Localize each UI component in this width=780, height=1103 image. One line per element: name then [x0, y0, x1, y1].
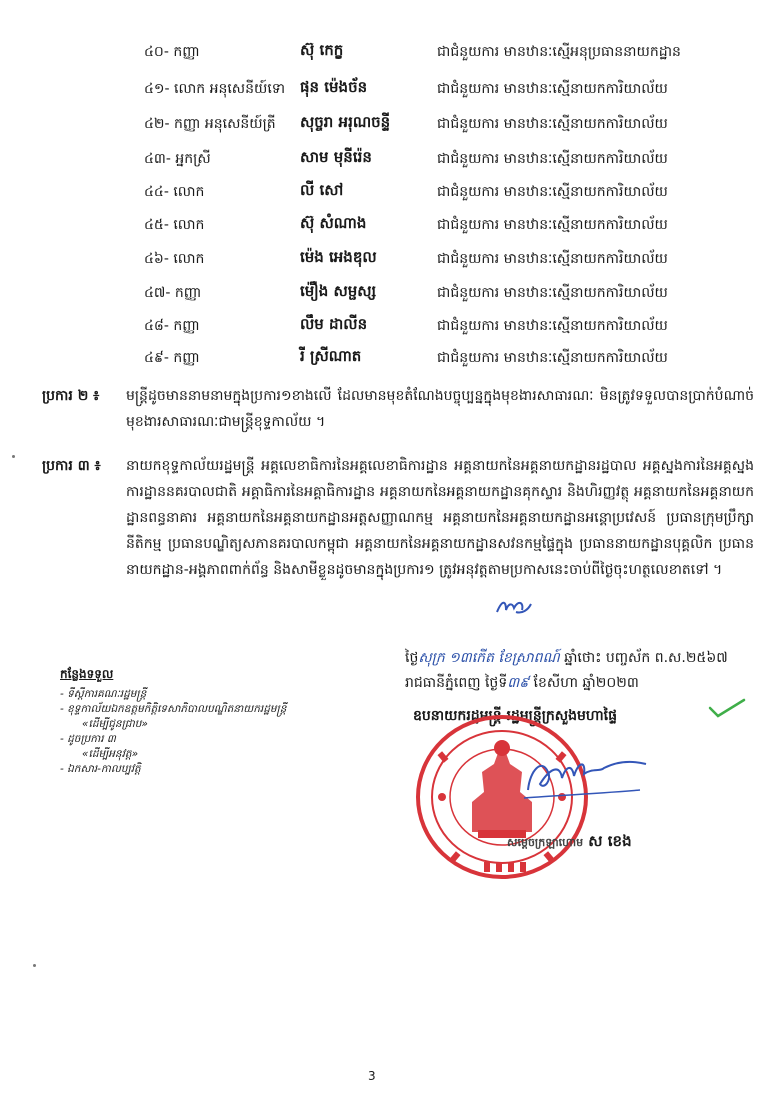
article-2-label: ប្រការ ២ ៖: [42, 388, 100, 404]
person-name: សុច្ចរា អរុណចន្ទី: [300, 113, 391, 131]
person-position: ជាជំនួយការ មានឋានៈស្មើនាយកការិយាល័យ: [437, 81, 668, 97]
solar-date-suffix: ខែសីហា ឆ្នាំ២០២៣: [529, 675, 639, 691]
signer-name: [507, 832, 632, 854]
person-number: ៤០- កញ្ញា: [144, 44, 200, 60]
person-name: រី ស្រីណាត: [300, 347, 362, 365]
person-position: ជាជំនួយការ មានឋានៈស្មើនាយកការិយាល័យ: [437, 285, 668, 301]
check-mark-icon: [706, 696, 746, 720]
person-number: ៤៤- លោក: [144, 184, 205, 200]
person-row: [0, 38, 780, 68]
person-number: ៤៥- លោក: [144, 217, 205, 233]
person-number: ៤៨- កញ្ញា: [144, 318, 200, 334]
recipients-list: [60, 687, 286, 777]
lunar-date-line: [405, 648, 728, 669]
person-position: ជាជំនួយការ មានឋានៈស្មើនាយកការិយាល័យ: [437, 116, 668, 132]
lunar-date-handwritten: សុក្រ ១៣កើត ខែស្រាពណ៍: [418, 650, 560, 666]
person-position: ជាជំនួយការ មានឋានៈស្មើនាយកការិយាល័យ: [437, 350, 668, 366]
article-2-body: មន្ត្រីដូចមាននាមនាមក្នុងប្រការ១ខាងលើ ដែលមានមុខតំណែងបច្ចុប្បន្នក្នុងមុខងារសាធារណៈ មិនត្រូវទទួលបានប្រាក់បំណាច់មុខងារសាធារណៈជាមន្ត្រីខុទ្ទកាល័យ ។: [126, 388, 754, 430]
person-row: [0, 312, 780, 342]
person-number: ៤១- លោក អនុសេនីយ៍ទោ: [144, 81, 286, 97]
person-number: ៤៩- កញ្ញា: [144, 350, 200, 366]
recipient-item: - ដូចប្រការ ៣: [60, 733, 116, 745]
scan-speck: [33, 964, 36, 967]
person-position: ជាជំនួយការ មានឋានៈស្មើនាយកការិយាល័យ: [437, 318, 668, 334]
recipient-item: - ឯកសារ-កាលប្បវត្តិ: [60, 763, 141, 775]
signer-name-prefix: សម្ដេចក្រឡាហោម: [507, 836, 584, 849]
article-3-label: ប្រការ ៣ ៖: [42, 458, 101, 474]
signer-title: ឧបនាយករដ្ឋមន្ត្រី រដ្ឋមន្ត្រីក្រសួងមហាផ្ទៃ: [413, 708, 618, 724]
recipient-item: - ខុទ្ទកាល័យឯកឧត្តមកិត្តិទេសាភិបាលបណ្ឌិតនាយករដ្ឋមន្ត្រី: [60, 703, 287, 715]
recipients-title: កន្លែងទទួល: [60, 667, 114, 681]
person-name: សាម មុនីរ៉េន: [300, 148, 372, 166]
person-name: លឹម ដាលីន: [300, 315, 368, 333]
article-3: [42, 453, 754, 633]
person-number: ៤៧- កញ្ញា: [144, 285, 202, 301]
recipient-item: «ដើម្បីអនុវត្ត»: [82, 748, 139, 760]
person-position: ជាជំនួយការ មានឋានៈស្មើនាយកការិយាល័យ: [437, 251, 668, 267]
person-row: [0, 110, 780, 140]
lunar-date-prefix: ថ្ងៃ: [405, 650, 419, 666]
recipient-item: - ទីស្ដីការគណៈរដ្ឋមន្ត្រី: [60, 688, 147, 700]
solar-date-line: [405, 673, 639, 694]
person-row: [0, 145, 780, 175]
scan-speck: [12, 455, 15, 458]
person-position: ជាជំនួយការ មានឋានៈស្មើនាយកការិយាល័យ: [437, 184, 668, 200]
person-row: [0, 178, 780, 208]
recipient-item: «ដើម្បីជូនជ្រាប»: [82, 718, 148, 730]
person-position: ជាជំនួយការ មានឋានៈស្មើនាយកការិយាល័យ: [437, 217, 668, 233]
person-number: ៤៣- អ្នកស្រី: [144, 151, 211, 167]
person-name: ផុន ម៉េងច័ន: [300, 78, 368, 96]
page-number: 3: [368, 1069, 376, 1083]
person-row: [0, 245, 780, 275]
person-name: លី សៅ: [300, 181, 344, 199]
signer-name-text: ស ខេង: [588, 832, 632, 850]
person-row: [0, 344, 780, 374]
solar-date-handwritten: ៣៩: [507, 675, 530, 691]
person-name: ស៊ុ សំណាង: [300, 214, 367, 232]
person-row: [0, 211, 780, 241]
person-name: ម៉េង អេងឌុល: [300, 248, 377, 266]
person-number: ៤៦- លោក: [144, 251, 205, 267]
lunar-date-suffix: ឆ្នាំថោះ បញ្ចស័ក ព.ស.២៥៦៧: [559, 650, 728, 666]
person-position: ជាជំនួយការ មានឋានៈស្មើអនុប្រធាននាយកដ្ឋាន: [437, 44, 681, 60]
solar-date-prefix: រាជធានីភ្នំពេញ ថ្ងៃទី: [405, 675, 508, 691]
article-2: [42, 383, 754, 437]
person-number: ៤២- កញ្ញា អនុសេនីយ៍ត្រី: [144, 116, 276, 132]
person-name: ស៊ុ កេក្ខ: [300, 41, 344, 59]
person-position: ជាជំនួយការ មានឋានៈស្មើនាយកការិយាល័យ: [437, 151, 668, 167]
signature-handwritten: [520, 750, 650, 805]
article-3-body: នាយកខុទ្ទកាល័យរដ្ឋមន្ត្រី អគ្គលេខាធិការនៃអគ្គលេខាធិការដ្ឋាន អគ្គនាយកនៃអគ្គនាយកដ្ឋានរដ្ឋបាល អគ្គស្នងការនៃអគ្គស្នងការដ្ឋាននគរបាលជាតិ អគ្គាធិការនៃអគ្គាធិការដ្ឋាន អគ្គនាយកនៃអគ្គនាយកដ្ឋានគុកស្ទារ និងហិរញ្ញវត្ថុ អគ្គនាយកនៃអគ្គនាយកដ្ឋានពន្ធនាគារ អគ្គនាយកនៃអគ្គនាយកដ្ឋានអត្តសញ្ញាណកម្ម អគ្គនាយកនៃអគ្គនាយកដ្ឋានអន្តោប្រវេសន៍ ប្រធានក្រុមប្រឹក្សានីតិកម្ម ប្រធានបណ្ឌិត្យសភានគរបាលកម្ពុជា អគ្គនាយកនៃអគ្គនាយកដ្ឋានសវនកម្មផ្ទៃក្នុង ប្រធាននាយកដ្ឋានបុគ្គលិក ប្រធាននាយកដ្ឋាន-អង្គភាពពាក់ព័ន្ធ និងសាមីខ្លួនដូចមានក្នុងប្រការ១ ត្រូវអនុវត្តតាមប្រកាសនេះចាប់ពីថ្ងៃចុះហត្ថលេខាតទៅ ។: [126, 458, 754, 578]
person-row: [0, 75, 780, 105]
person-row: [0, 279, 780, 309]
person-name: ម៉ឿង សម្ផស្ស: [300, 282, 377, 300]
initials-mark: [494, 596, 534, 618]
